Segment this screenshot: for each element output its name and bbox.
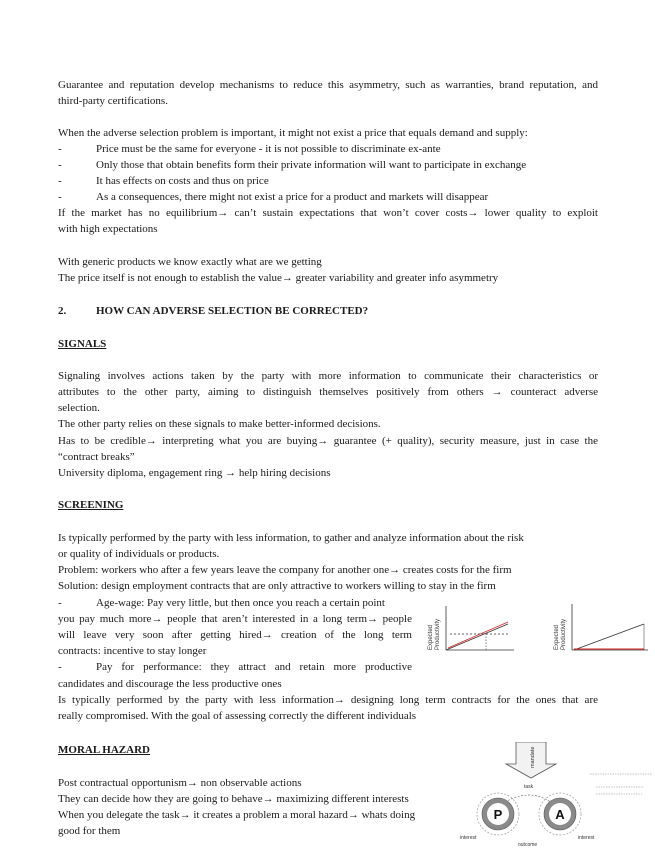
- list-item: Age-wage: Pay very little, but then once you reach a certain point: [96, 597, 385, 609]
- list-item: It has effects on costs and thus on price: [96, 175, 269, 187]
- list-item-line: contracts: incentive to stay longer: [58, 645, 207, 657]
- bullet-marker: -: [58, 191, 62, 203]
- bullet-marker: -: [58, 159, 62, 171]
- diagram-left-label: interest: [460, 835, 477, 841]
- list-item: As a consequences, there might not exist a price for a product and markets will disappear: [96, 191, 489, 203]
- paragraph-line: or quality of individuals or products.: [58, 548, 220, 560]
- paragraph-line: selection.: [58, 402, 100, 414]
- paragraph-line: Signaling involves actions taken by the party with more information to communicate their characteristics or: [58, 370, 598, 382]
- list-item-line: will leave very soon after getting hired→ creation of the long term: [58, 629, 412, 641]
- signals-heading: SIGNALS: [58, 338, 107, 350]
- diagram-bottom-label: outcome: [518, 842, 538, 848]
- paragraph-line: They can decide how they are going to behave→ maximizing different interests: [58, 793, 409, 805]
- graph-y-label: Expected: [428, 624, 434, 650]
- diagram-arrow-label: mandate: [530, 746, 536, 768]
- pay-performance-graph: [550, 600, 650, 660]
- moral-hazard-heading: MORAL HAZARD: [58, 744, 150, 756]
- screening-heading: SCREENING: [58, 499, 124, 511]
- principal-node: P: [493, 807, 503, 822]
- graph-y-label: Productivity: [435, 618, 441, 650]
- graph-y-label: Productivity: [561, 618, 567, 650]
- diagram-top-label: task: [524, 784, 534, 790]
- age-wage-graph: [424, 602, 516, 660]
- diagram-right-label: interest: [578, 835, 595, 841]
- paragraph-line: attributes to the other party, aiming to distinguish themselves positively from others → counteract adverse: [58, 386, 598, 398]
- section-number: 2.: [58, 305, 67, 317]
- paragraph-line: With generic products we know exactly what are we getting: [58, 256, 322, 268]
- paragraph-line: University diploma, engagement ring → help hiring decisions: [58, 467, 331, 479]
- bullet-marker: -: [58, 175, 62, 187]
- paragraph-line: When the adverse selection problem is important, it might not exist a price that equals demand and supply:: [58, 127, 528, 139]
- list-item-line: candidates and discourage the less productive ones: [58, 678, 282, 690]
- paragraph-line: Solution: design employment contracts that are only attractive to workers willing to stay in the firm: [58, 580, 496, 592]
- bullet-marker: -: [58, 661, 62, 673]
- list-item: Only those that obtain benefits form their private information will want to participate in exchange: [96, 159, 527, 171]
- paragraph-line: The price itself is not enough to establish the value→ greater variability and greater info asymmetry: [58, 272, 499, 284]
- graph-y-label: Expected: [554, 624, 560, 650]
- paragraph-line: really compromised. With the goal of assessing correctly the different individuals: [58, 710, 417, 722]
- bullet-marker: -: [58, 597, 62, 609]
- paragraph-line: good for them: [58, 825, 121, 837]
- paragraph-line: Problem: workers who after a few years leave the company for another one→ creates costs for the firm: [58, 564, 512, 576]
- paragraph-line: with high expectations: [58, 223, 158, 235]
- paragraph-line: Is typically performed by the party with less information, to gather and analyze information about the risk: [58, 532, 524, 544]
- paragraph-line: When you delegate the task→ it creates a problem a moral hazard→ whats doing: [58, 809, 416, 821]
- list-item: Price must be the same for everyone - it is not possible to discriminate ex-ante: [96, 143, 441, 155]
- paragraph-line: Is typically performed by the party with less information→ designing long term contracts for the ones that are: [58, 694, 598, 706]
- agent-node: A: [555, 807, 565, 822]
- paragraph-line: Guarantee and reputation develop mechanisms to reduce this asymmetry, such as warranties, brand reputation, and: [58, 79, 598, 91]
- bullet-marker: -: [58, 143, 62, 155]
- paragraph-line: If the market has no equilibrium→ can’t sustain expectations that won’t cover costs→ lower quality to exploit: [58, 207, 598, 219]
- list-item: Pay for performance: they attract and retain more productive: [96, 661, 412, 673]
- paragraph-line: third-party certifications.: [58, 95, 168, 107]
- paragraph-line: The other party relies on these signals to make better-informed decisions.: [58, 418, 381, 430]
- paragraph-line: “contract breaks”: [58, 451, 135, 463]
- paragraph-line: Has to be credible→ interpreting what you are buying→ guarantee (+ quality), security measure, just in case the: [58, 435, 598, 447]
- section-title: HOW CAN ADVERSE SELECTION BE CORRECTED?: [96, 305, 369, 317]
- paragraph-line: Post contractual opportunism→ non observable actions: [58, 777, 302, 789]
- principal-agent-diagram: [456, 742, 655, 848]
- list-item-line: you pay much more→ people that aren’t interested in a long term→ people: [58, 613, 412, 625]
